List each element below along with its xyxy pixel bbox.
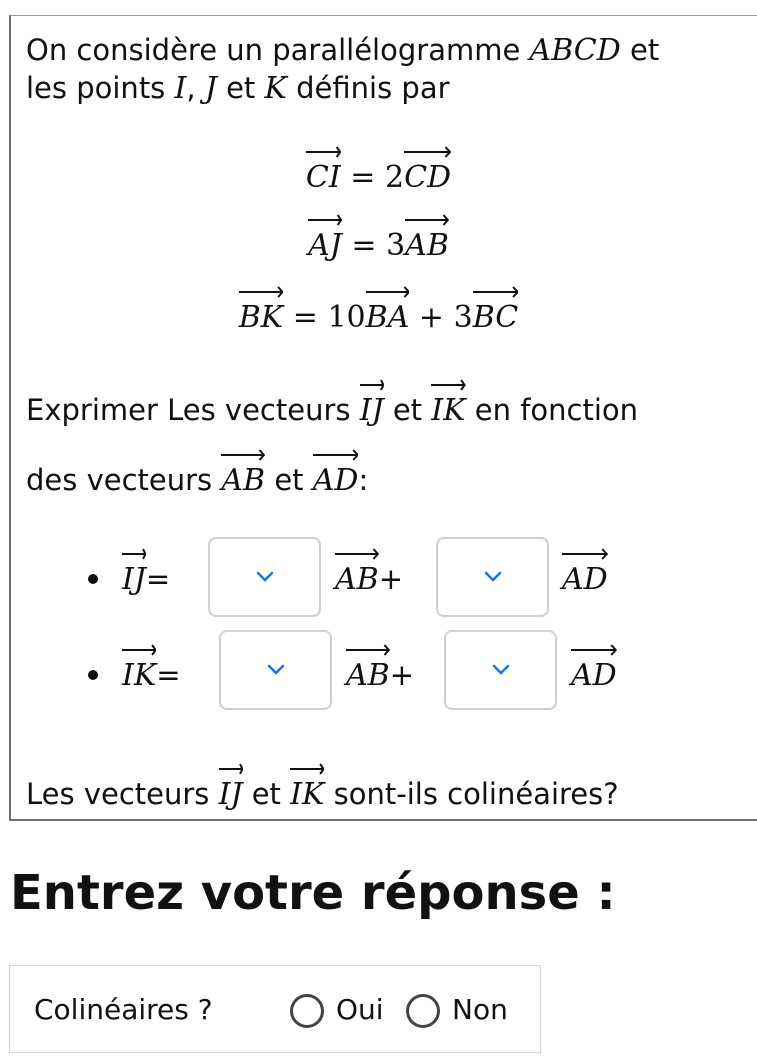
coef: 2 [384, 160, 405, 195]
vector-ij [360, 393, 384, 429]
vector-ad [562, 562, 608, 598]
answer-box [9, 965, 541, 1053]
item-ik-ad [571, 657, 617, 694]
q1-text: Exprimer Les vecteurs [26, 393, 351, 427]
chevron-down-icon [484, 571, 502, 583]
equals: = [351, 228, 377, 263]
intro-line-1 [26, 32, 659, 69]
chevron-down-icon [267, 664, 285, 676]
equation-2 [0, 228, 757, 264]
vector-bc [473, 300, 519, 336]
plus: + [389, 658, 415, 692]
vector-ik [290, 777, 324, 813]
intro-et-2: et [226, 71, 256, 105]
v3: AB [221, 463, 266, 498]
coef-2: 3 [453, 300, 473, 335]
bullet [88, 670, 98, 680]
label-oui[interactable]: Oui [336, 993, 384, 1026]
coef-ad-select-ik[interactable] [444, 630, 557, 710]
colinear-label: Colinéaires ? [34, 993, 213, 1026]
colon: : [358, 463, 369, 497]
q1-line2: des vecteurs [26, 463, 213, 497]
lhs: CI [305, 160, 341, 195]
vector-bk [239, 300, 283, 336]
bullet [88, 574, 98, 584]
math-j: J [204, 71, 217, 106]
vec: IJ [122, 562, 146, 597]
intro-points: les points [26, 71, 166, 105]
q1-end: en fonction [474, 393, 639, 427]
item-ik-lhs [122, 657, 181, 694]
et: et [251, 777, 281, 811]
item-ij-ad [562, 561, 608, 598]
chevron-down-icon [492, 664, 510, 676]
coef-ad-select-ij[interactable] [436, 537, 549, 617]
v1: IJ [359, 393, 384, 428]
et: et [392, 393, 423, 427]
plus: + [378, 562, 404, 596]
vector-ba [366, 300, 410, 336]
comma: , [186, 71, 196, 105]
q2-start: Les vecteurs [26, 777, 210, 811]
rhs-1: BA [365, 300, 410, 335]
vec: IK [122, 658, 157, 693]
coef-1: 10 [327, 300, 366, 335]
equals: = [350, 160, 376, 195]
v2: IK [431, 393, 466, 428]
vector-ij [122, 562, 146, 598]
coef-ab-select-ik[interactable] [219, 630, 332, 710]
vector-ab [335, 562, 379, 598]
question-2 [26, 776, 619, 813]
question-1-line-2 [26, 462, 368, 499]
rhs: AB [405, 228, 449, 263]
vector-ab [346, 658, 390, 694]
chevron-down-icon [256, 571, 274, 583]
math-abcd: ABCD [529, 33, 621, 68]
vector-ij [219, 777, 243, 813]
plus: + [418, 300, 445, 335]
vector-ik [431, 393, 465, 429]
rhs: CD [404, 160, 452, 195]
v4: AD [312, 463, 359, 498]
vector-ab [221, 463, 265, 499]
v-ab: AB [335, 562, 379, 597]
coef: 3 [386, 228, 406, 263]
vector-cd [404, 160, 451, 196]
lhs: AJ [308, 228, 342, 263]
math-i: I [174, 71, 187, 106]
v-ab: AB [346, 658, 390, 693]
equals: = [145, 562, 171, 596]
vector-ad [571, 658, 617, 694]
q2-end: sont-ils colinéaires? [333, 777, 619, 811]
vector-ci [306, 160, 341, 196]
answer-heading: Entrez votre réponse : [10, 865, 616, 921]
equals: = [156, 658, 181, 692]
v-ad: AD [562, 562, 608, 597]
vector-ik [122, 658, 156, 694]
lhs: BK [238, 300, 284, 335]
equation-3 [0, 300, 757, 336]
item-ik-ab [346, 657, 414, 694]
math-k: K [264, 71, 287, 106]
vector-ab [405, 228, 449, 264]
vector-ad [313, 463, 359, 499]
equals: = [292, 300, 318, 335]
coef-ab-select-ij[interactable] [208, 537, 321, 617]
item-ij-lhs [122, 561, 170, 598]
rhs-2: BC [472, 300, 519, 335]
v2: IK [290, 777, 325, 812]
intro-text: On considère un parallélogramme [26, 33, 521, 67]
label-non[interactable]: Non [452, 993, 508, 1026]
et: et [274, 463, 304, 497]
intro-defined: définis par [296, 71, 450, 105]
radio-non[interactable] [406, 994, 440, 1028]
radio-oui[interactable] [290, 994, 324, 1028]
equation-1 [0, 160, 757, 196]
question-1-line-1 [26, 392, 638, 429]
item-ij-ab [335, 561, 403, 598]
v1: IJ [218, 777, 243, 812]
intro-line-2 [26, 70, 450, 107]
intro-et: et [630, 33, 660, 67]
v-ad: AD [571, 658, 617, 693]
vector-aj [308, 228, 342, 264]
